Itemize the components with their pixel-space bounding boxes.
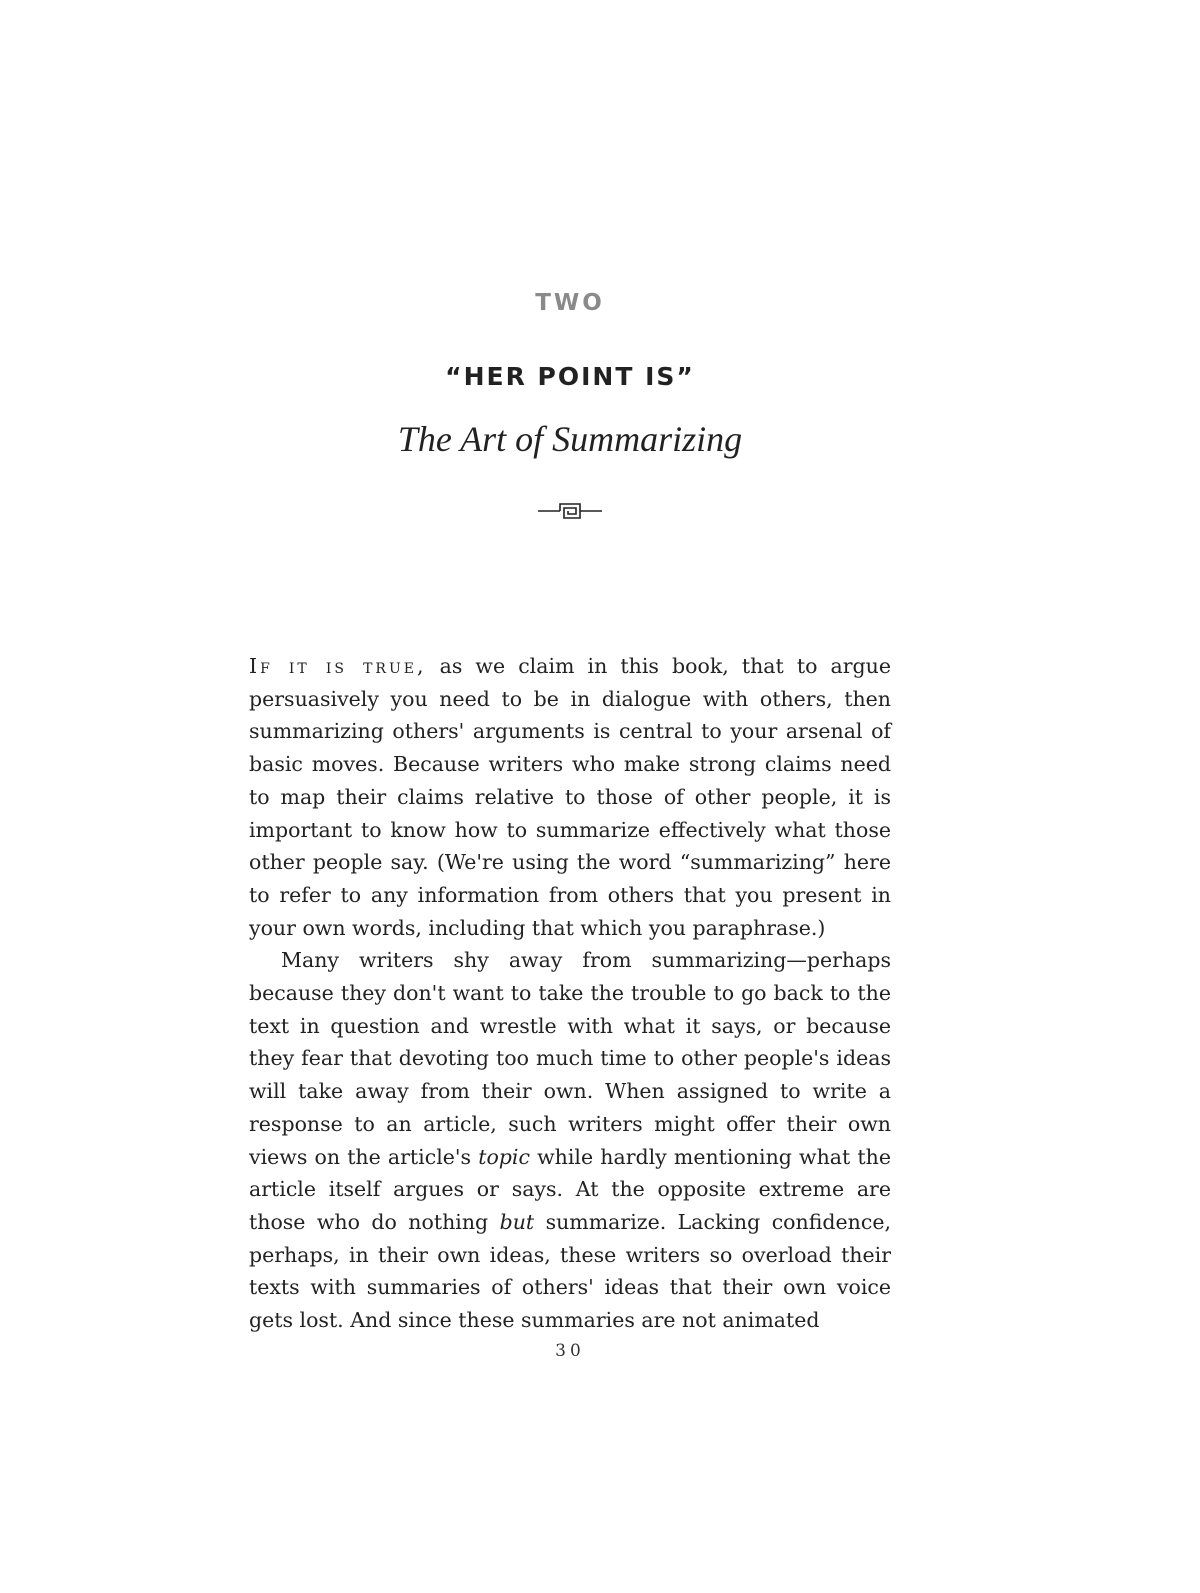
chapter-number: TWO xyxy=(535,290,605,316)
emphasis-topic: topic xyxy=(478,1144,530,1169)
meander-ornament-icon xyxy=(536,500,604,522)
paragraph-lead-in: If it is true, xyxy=(249,654,427,678)
chapter-subtitle: The Art of Summarizing xyxy=(397,419,743,459)
paragraph-2 xyxy=(249,944,891,1336)
paragraph-1-text: as we claim in this book, that to argue persuasively you need to be in dialogue with others, then summarizing others' arguments is central to your arsenal of basic moves. Because writers who make strong claims need to map their claims relative to those of other people, it is important to know how to summarize effectively what those other people say. (We're using the word “summarizing” here to refer to any information from others that you present in your own words, including that which you paraphrase.) xyxy=(249,654,891,940)
emphasis-but: but xyxy=(499,1209,535,1234)
paragraph-2-text-a: Many writers shy away from summarizing—perhaps because they don't want to take the trouble to go back to the text in question and wrestle with what it says, or because they fear that devoting too much time to other people's ideas will take away from their own. When assigned to write a response to an article, such writers might offer their own views on the article's xyxy=(249,948,891,1169)
paragraph-2-text-b: while hardly mentioning what the article itself argues or says. At the opposite extreme are those who do nothing xyxy=(249,1144,891,1234)
page-number: 30 xyxy=(555,1341,585,1361)
paragraph-1 xyxy=(249,650,891,944)
paragraph-2-text-c: summarize. Lacking confidence, perhaps, in their own ideas, these writers so overload their texts with summaries of others' ideas that their own voice gets lost. And since these summaries are not animated xyxy=(249,1209,891,1333)
body-text xyxy=(249,650,891,1337)
chapter-title: “HER POINT IS” xyxy=(445,362,695,391)
